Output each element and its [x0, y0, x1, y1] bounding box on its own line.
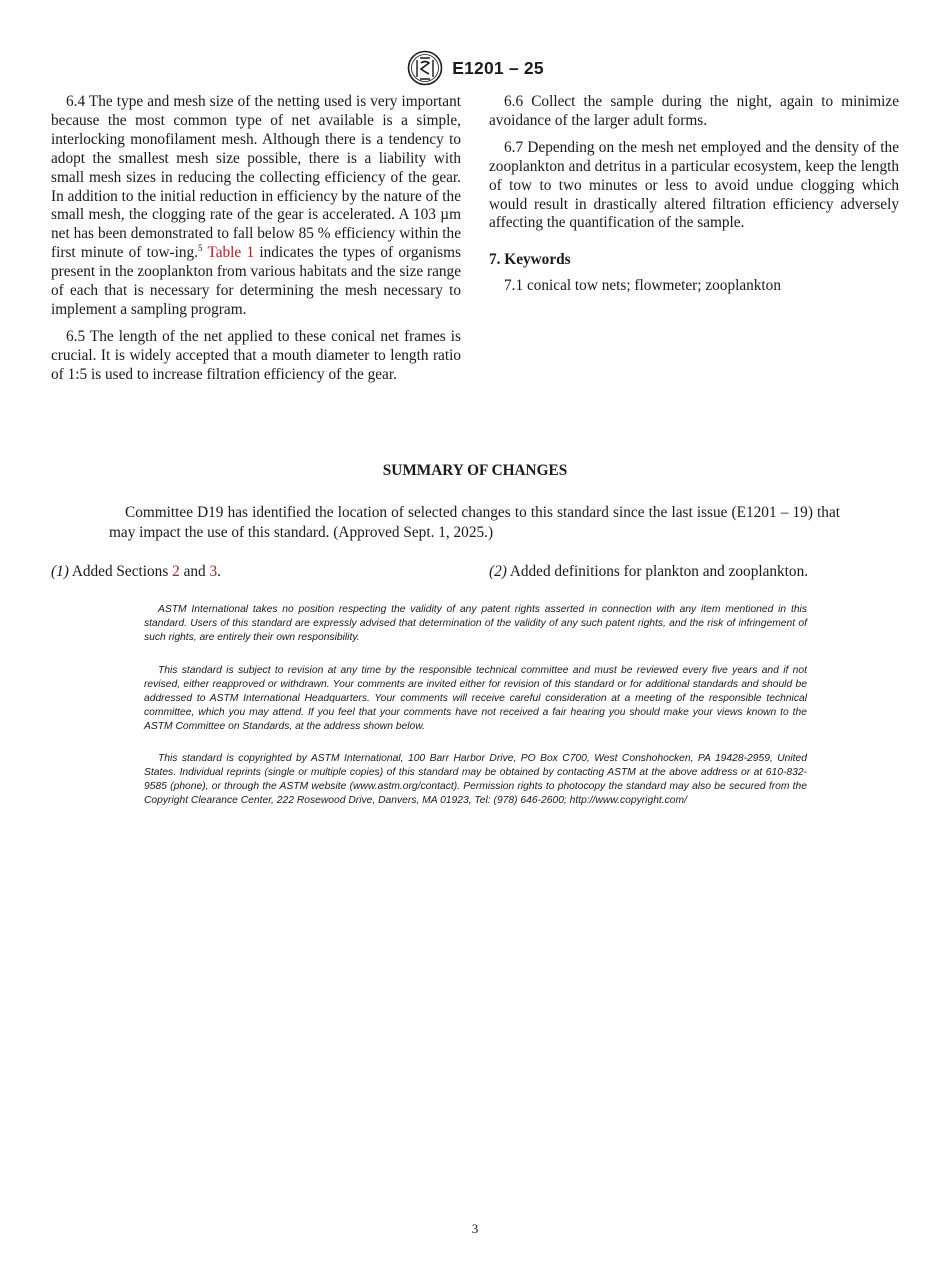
copyright-notice: This standard is copyrighted by ASTM International, 100 Barr Harbor Drive, PO Box C700, West Conshohocken, PA 19428-2959, United States. Individual reprints (single or multiple copies) of this standard may be obtained by contacting ASTM at the above address or at 610-832-9585 (phone), or through the ASTM website (www.astm.org/contact). Permission rights to photocopy the standard may also be secured from the Copyright Clearance Center, 222 Rosewood Drive, Danvers, MA 01923, Tel: (978) 646-2600; http://www.copyright.com/ — [144, 753, 807, 806]
patent-notice: ASTM International takes no position respecting the validity of any patent rights asserted in connection with any item mentioned in this standard. Users of this standard are expressly advised that determination of the validity of any such patent rights, and the risk of infringement of such rights, are entirely their own responsibility. — [144, 604, 807, 643]
summary-title: SUMMARY OF CHANGES — [382, 462, 568, 479]
paragraph-6-4: 6.4 The type and mesh size of the netting used is very important because the most common type of net available is a simple, interlocking monofilament mesh. Although there is a tendency to adopt the smallest mesh size possible, there is a liability with small mesh sizes in reducing the collecting efficiency of the gear. In addition to the initial reduction in efficiency by the nature of the small mesh, the clogging rate of the gear is accelerated. A 103 µm net has been demonstrated to fall below 85 % efficiency within the first minute of tow-ing.$^5$ Table 1 indicates the types of organisms present in the zooplankton from various habitats and the size range of each that is necessary for determining the mesh necessary to implement a sampling program. — [51, 93, 461, 318]
change-item: (1) Added Sections 2 and 3. — [51, 563, 221, 580]
page-number: 3 — [471, 1221, 479, 1236]
paragraph-6-6: 6.6 Collect the sample during the night, again to minimize avoidance of the larger adult forms. — [489, 93, 899, 129]
section-3-link[interactable]: 3 — [209, 563, 218, 580]
summary-intro: Committee D19 has identified the location of selected changes to this standard since the last issue (E1201 – 19) that may impact the use of this standard. (Approved Sept. 1, 2025.) — [109, 504, 840, 541]
right-column — [489, 93, 899, 304]
left-column — [51, 93, 461, 393]
standard-designation: E1201 – 25 — [452, 57, 544, 78]
revision-notice: This standard is subject to revision at any time by the responsible technical committee and must be reviewed every five years and if not revised, either reapproved or withdrawn. Your comments are invited either for revision of this standard or for additional standards and should be addressed to ASTM International Headquarters. Your comments will receive careful consideration at a meeting of the responsible technical committee, which you may attend. If you feel that your comments have not received a fair hearing you should make your views known to the ASTM Committee on Standards, at the address shown below. — [144, 665, 807, 732]
keywords-heading: 7. Keywords — [489, 251, 571, 269]
section-2-link[interactable]: 2 — [172, 563, 180, 580]
page-header — [0, 50, 950, 86]
paragraph-7-1: 7.1 conical tow nets; flowmeter; zooplankton — [504, 277, 781, 295]
footnote-ref[interactable]: 5 — [197, 243, 203, 254]
paragraph-6-5: 6.5 The length of the net applied to these conical net frames is crucial. It is widely accepted that a mouth diameter to length ratio of 1:5 is used to increase filtration efficiency of the gear. — [51, 327, 461, 383]
table-1-link[interactable]: Table 1 — [207, 244, 255, 262]
paragraph-6-7: 6.7 Depending on the mesh net employed and the density of the zooplankton and detritus in a particular ecosystem, keep the length of tow to two minutes or less to avoid undue clogging which would result in drastically altered filtration efficiency adversely affecting the quantification of the sample. — [489, 138, 899, 232]
astm-logo-icon — [406, 50, 444, 86]
change-item: (2) Added definitions for plankton and zooplankton. — [489, 563, 809, 580]
